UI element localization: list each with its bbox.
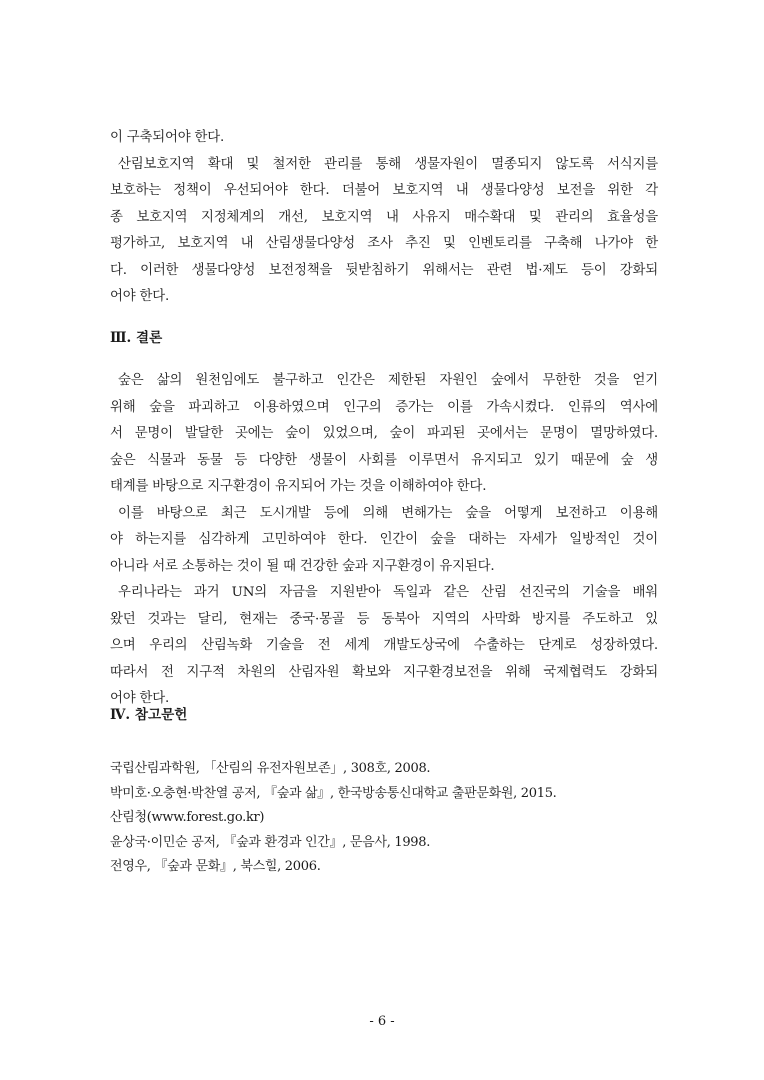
paragraph-line: 왔던 것과는 달리, 현재는 중국·몽골 등 동북아 지역의 사막화 방지를 주도하고 있 (110, 611, 658, 627)
paragraph-line: 따라서 전 지구적 차원의 산림자원 확보와 지구환경보전을 위해 국제협력도 강화되 (110, 664, 658, 680)
paragraph-line: 평가하고, 보호지역 내 산림생물다양성 조사 추진 및 인벤토리를 구축해 나가야 한 (110, 236, 658, 251)
paragraph-line: 이를 바탕으로 최근 도시개발 등에 의해 변해가는 숲을 어떻게 보전하고 이용해 (118, 505, 658, 521)
continued-section (110, 125, 658, 311)
paragraph-line: 우리나라는 과거 UN의 자금을 지원받아 독일과 같은 산림 선진국의 기술을 배워 (118, 585, 658, 600)
paragraph-line: 태계를 바탕으로 지구환경이 유지되어 가는 것을 이해하여야 한다. (110, 479, 487, 494)
reference-item: 윤상국·이민순 공저, 『숲과 환경과 인간』, 문음사, 1998. (110, 834, 431, 850)
paragraph-line: 보호하는 정책이 우선되어야 한다. 더불어 보호지역 내 생물다양성 보전을 위한 각 (110, 183, 658, 198)
reference-item: 산림청(www.forest.go.kr) (110, 810, 265, 825)
paragraph-line: 산림보호지역 확대 및 철저한 관리를 통해 생물자원이 멸종되지 않도록 서식지를 (118, 156, 658, 172)
reference-list (110, 757, 670, 880)
conclusion-body (110, 368, 658, 713)
paragraph-line: 다. 이러한 생물다양성 보전정책을 뒷받침하기 위해서는 관련 법·제도 등이 강화되 (110, 262, 658, 278)
paragraph-line: 서 문명이 발달한 곳에는 숲이 있었으며, 숲이 파괴된 곳에서는 문명이 멸망하였다. (110, 426, 658, 441)
paragraph-line: 숲은 식물과 동물 등 다양한 생물이 사회를 이루면서 유지되고 있기 때문에 숲 생 (110, 452, 658, 468)
paragraph-line: 아니라 서로 소통하는 것이 될 때 건강한 숲과 지구환경이 유지된다. (110, 558, 495, 574)
paragraph-line: 야 하는지를 심각하게 고민하여야 한다. 인간이 숲을 대하는 자세가 일방적인 것이 (110, 532, 658, 547)
reference-item: 박미호·오충현·박찬열 공저, 『숲과 삶』, 한국방송통신대학교 출판문화원, 2015. (110, 785, 557, 801)
paragraph-line: 으며 우리의 산림녹화 기술을 전 세계 개발도상국에 수출하는 단계로 성장하였다. (110, 638, 658, 653)
reference-item: 전영우, 『숲과 문화』, 북스힐, 2006. (110, 859, 321, 874)
paragraph-line: 숲은 삶의 원천임에도 불구하고 인간은 제한된 자원인 숲에서 무한한 것을 얻기 (118, 373, 658, 388)
paragraph-line: 어야 한다. (110, 691, 170, 706)
paragraph-line: 종 보호지역 지정체계의 개선, 보호지역 내 사유지 매수확대 및 관리의 효율성을 (110, 209, 658, 225)
paragraph-line: 이 구축되어야 한다. (110, 130, 225, 145)
paragraph-line: 어야 한다. (110, 289, 170, 304)
section-heading-references: Ⅳ. 참고문헌 (110, 707, 188, 723)
page-number: - 6 - (369, 1014, 395, 1029)
paragraph-line: 위해 숲을 파괴하고 이용하였으며 인구의 증가는 이를 가속시켰다. 인류의 역사에 (110, 399, 658, 415)
section-heading-conclusion: Ⅲ. 결론 (110, 330, 163, 346)
reference-item: 국립산림과학원, 「산림의 유전자원보존」, 308호, 2008. (110, 761, 431, 776)
